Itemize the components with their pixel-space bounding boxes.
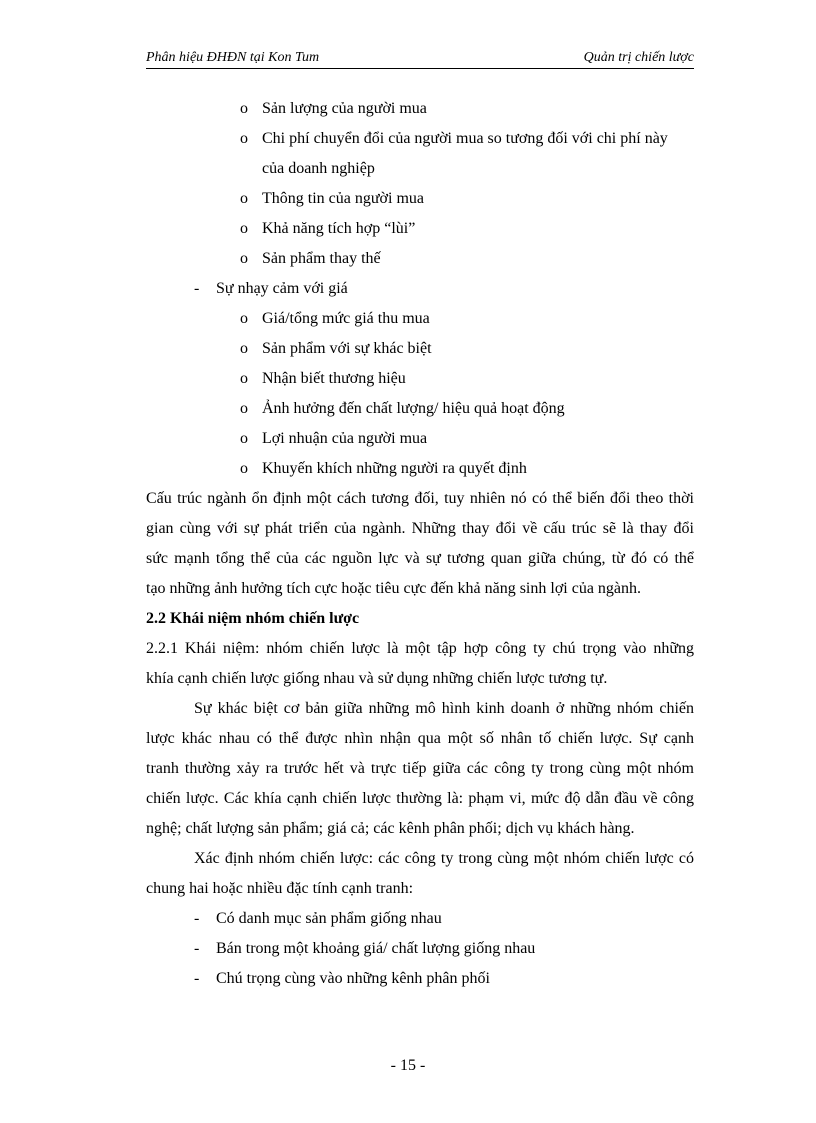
- bullet-marker: o: [240, 250, 248, 267]
- bullet-marker: o: [240, 400, 248, 417]
- paragraph-line: tạo những ảnh hưởng tích cực hoặc tiêu cực đến khả năng sinh lợi của ngành.: [146, 580, 642, 597]
- page-content: [146, 94, 694, 994]
- dash-marker: -: [194, 970, 200, 987]
- paragraph-line: Xác định nhóm chiến lược: các công ty trong cùng một nhóm chiến lược có: [194, 850, 694, 867]
- dash-item-text: Bán trong một khoảng giá/ chất lượng giống nhau: [216, 940, 536, 957]
- dash-marker: -: [194, 940, 200, 957]
- paragraph-line: Sự khác biệt cơ bản giữa những mô hình kinh doanh ở những nhóm chiến: [194, 700, 694, 717]
- list-item-text: Khả năng tích hợp “lùi”: [262, 220, 416, 237]
- dash-marker: -: [194, 910, 200, 927]
- paragraph-line: gian cùng với sự phát triển của ngành. Những thay đổi về cấu trúc sẽ là thay đổi: [146, 520, 694, 537]
- paragraph-line: 2.2.1 Khái niệm: nhóm chiến lược là một tập hợp công ty chú trọng vào những: [146, 640, 694, 657]
- list-item: [146, 124, 694, 154]
- paragraph-line: khía cạnh chiến lược giống nhau và sử dụng những chiến lược tương tự.: [146, 670, 608, 687]
- list-item-text: Ảnh hưởng đến chất lượng/ hiệu quả hoạt động: [262, 400, 565, 417]
- list-item-text: Giá/tổng mức giá thu mua: [262, 310, 430, 327]
- list-item-text: của doanh nghiệp: [262, 160, 375, 177]
- paragraph-line: chiến lược. Các khía cạnh chiến lược thường là: phạm vi, mức độ dẫn đầu về công: [146, 790, 694, 807]
- list-item: [146, 304, 694, 334]
- dash-list-item: [146, 934, 694, 964]
- bullet-marker: o: [240, 100, 248, 117]
- list-item-text: Sản phẩm thay thế: [262, 250, 381, 267]
- bullet-marker: o: [240, 190, 248, 207]
- dash-list-item: [146, 964, 694, 994]
- paragraph-line: lược khác nhau có thể được nhìn nhận qua một số nhân tố chiến lược. Sự cạnh: [146, 730, 694, 747]
- dash-list-item: [146, 274, 694, 304]
- list-item-text: Lợi nhuận của người mua: [262, 430, 428, 447]
- paragraph-line: Cấu trúc ngành ổn định một cách tương đối, tuy nhiên nó có thể biến đổi theo thời: [146, 490, 694, 507]
- list-item: [146, 244, 694, 274]
- dash-item-text: Chú trọng cùng vào những kênh phân phối: [216, 970, 490, 987]
- paragraph-line: tranh thường xảy ra trước hết và trực tiếp giữa các công ty trong cùng một nhóm: [146, 760, 694, 777]
- dash-marker: -: [194, 280, 200, 297]
- header-right-text: Quản trị chiến lược: [583, 50, 694, 65]
- bullet-marker: o: [240, 340, 248, 357]
- paragraph-line: chung hai hoặc nhiều đặc tính cạnh tranh:: [146, 880, 414, 897]
- list-item: [146, 184, 694, 214]
- bullet-marker: o: [240, 310, 248, 327]
- list-item-text: Khuyến khích những người ra quyết định: [262, 460, 527, 477]
- list-item-text: Nhận biết thương hiệu: [262, 370, 406, 387]
- list-item: [146, 364, 694, 394]
- bullet-marker: o: [240, 430, 248, 447]
- list-item-text: Sản phẩm với sự khác biệt: [262, 340, 432, 357]
- dash-item-text: Sự nhạy cảm với giá: [216, 280, 348, 297]
- list-item: [146, 394, 694, 424]
- list-item: [146, 334, 694, 364]
- paragraph-line: nghệ; chất lượng sản phẩm; giá cả; các kênh phân phối; dịch vụ khách hàng.: [146, 820, 635, 837]
- list-item-text: Thông tin của người mua: [262, 190, 424, 207]
- list-item-text: Sản lượng của người mua: [262, 100, 427, 117]
- dash-item-text: Có danh mục sản phẩm giống nhau: [216, 910, 442, 927]
- list-item-text: Chi phí chuyển đổi của người mua so tương đối với chi phí này: [262, 130, 668, 147]
- list-item: [146, 94, 694, 124]
- header-left-text: Phân hiệu ĐHĐN tại Kon Tum: [146, 50, 320, 65]
- list-item: [146, 214, 694, 244]
- dash-list-item: [146, 904, 694, 934]
- bullet-marker: o: [240, 130, 248, 147]
- bullet-marker: o: [240, 460, 248, 477]
- paragraph-line: sức mạnh tổng thể của các nguồn lực và sự tương quan giữa chúng, từ đó có thể: [146, 550, 694, 567]
- section-heading: 2.2 Khái niệm nhóm chiến lược: [146, 610, 360, 627]
- page-header: [146, 48, 694, 69]
- page-number: - 15 -: [390, 1057, 426, 1074]
- bullet-marker: o: [240, 370, 248, 387]
- list-item: [146, 454, 694, 484]
- list-item: [146, 424, 694, 454]
- bullet-marker: o: [240, 220, 248, 237]
- list-item-continuation: [146, 154, 694, 184]
